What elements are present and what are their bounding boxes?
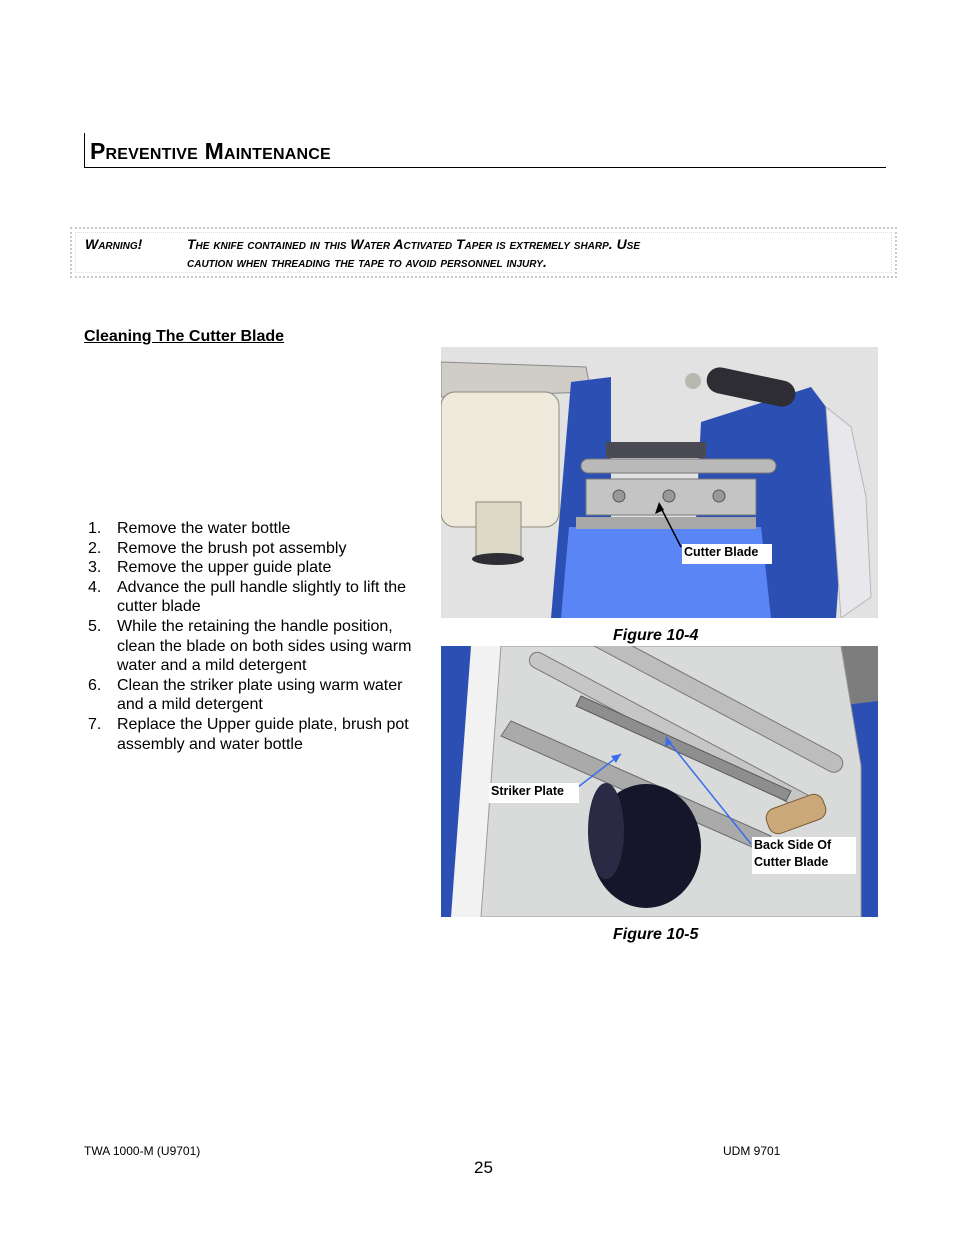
- figure-10-4-image: [441, 347, 878, 618]
- step-number: 2.: [88, 539, 102, 557]
- step-number: 3.: [88, 559, 102, 577]
- step-text: Advance the pull handle slightly to lift the cutter blade: [117, 578, 407, 616]
- list-item: [88, 676, 433, 715]
- step-number: 5.: [88, 617, 102, 635]
- step-text: Remove the upper guide plate: [117, 559, 332, 577]
- warning-text-line-1: The knife contained in this Water Activated Taper is extremely sharp. Use: [187, 236, 641, 252]
- taper-cutter-illustration: [441, 347, 878, 618]
- footer-document-id: TWA 1000-M (U9701): [84, 1144, 201, 1158]
- step-text: Remove the water bottle: [117, 520, 291, 537]
- step-number: 1.: [88, 520, 102, 537]
- list-item: [88, 539, 433, 559]
- list-item: [88, 558, 433, 578]
- warning-box: [70, 227, 897, 278]
- step-text: Replace the Upper guide plate, brush pot assembly and water bottle: [117, 715, 409, 753]
- cleaning-steps-list: [88, 519, 433, 754]
- warning-label: Warning!: [85, 236, 143, 252]
- callout-back-side-of-cutter-blade: Back Side Of Cutter Blade: [752, 837, 856, 874]
- list-item: [88, 519, 433, 539]
- figure-10-5-caption: Figure 10-5: [613, 926, 699, 943]
- figure-10-4-caption: Figure 10-4: [613, 627, 699, 644]
- step-number: 4.: [88, 578, 102, 596]
- callout-striker-plate: Striker Plate: [489, 783, 579, 803]
- list-item: [88, 715, 433, 754]
- callout-cutter-blade: Cutter Blade: [682, 544, 772, 564]
- page-title: Preventive Maintenance: [90, 138, 331, 164]
- step-text: Remove the brush pot assembly: [117, 539, 347, 557]
- list-item: [88, 617, 433, 676]
- list-item: [88, 578, 433, 617]
- figure-10-5-image: [441, 646, 878, 917]
- footer-udm-id: UDM 9701: [723, 1144, 781, 1158]
- step-number: 6.: [88, 676, 102, 694]
- striker-plate-illustration: [441, 646, 878, 917]
- step-number: 7.: [88, 715, 102, 733]
- warning-text-line-2: caution when threading the tape to avoid personnel injury.: [187, 254, 547, 270]
- section-heading: Cleaning The Cutter Blade: [84, 328, 285, 345]
- page-title-bar: [84, 133, 886, 168]
- step-text: While the retaining the handle position, clean the blade on both sides using warm water and a mild detergent: [117, 617, 412, 675]
- step-text: Clean the striker plate using warm water and a mild detergent: [117, 676, 403, 714]
- page-number: 25: [474, 1158, 493, 1177]
